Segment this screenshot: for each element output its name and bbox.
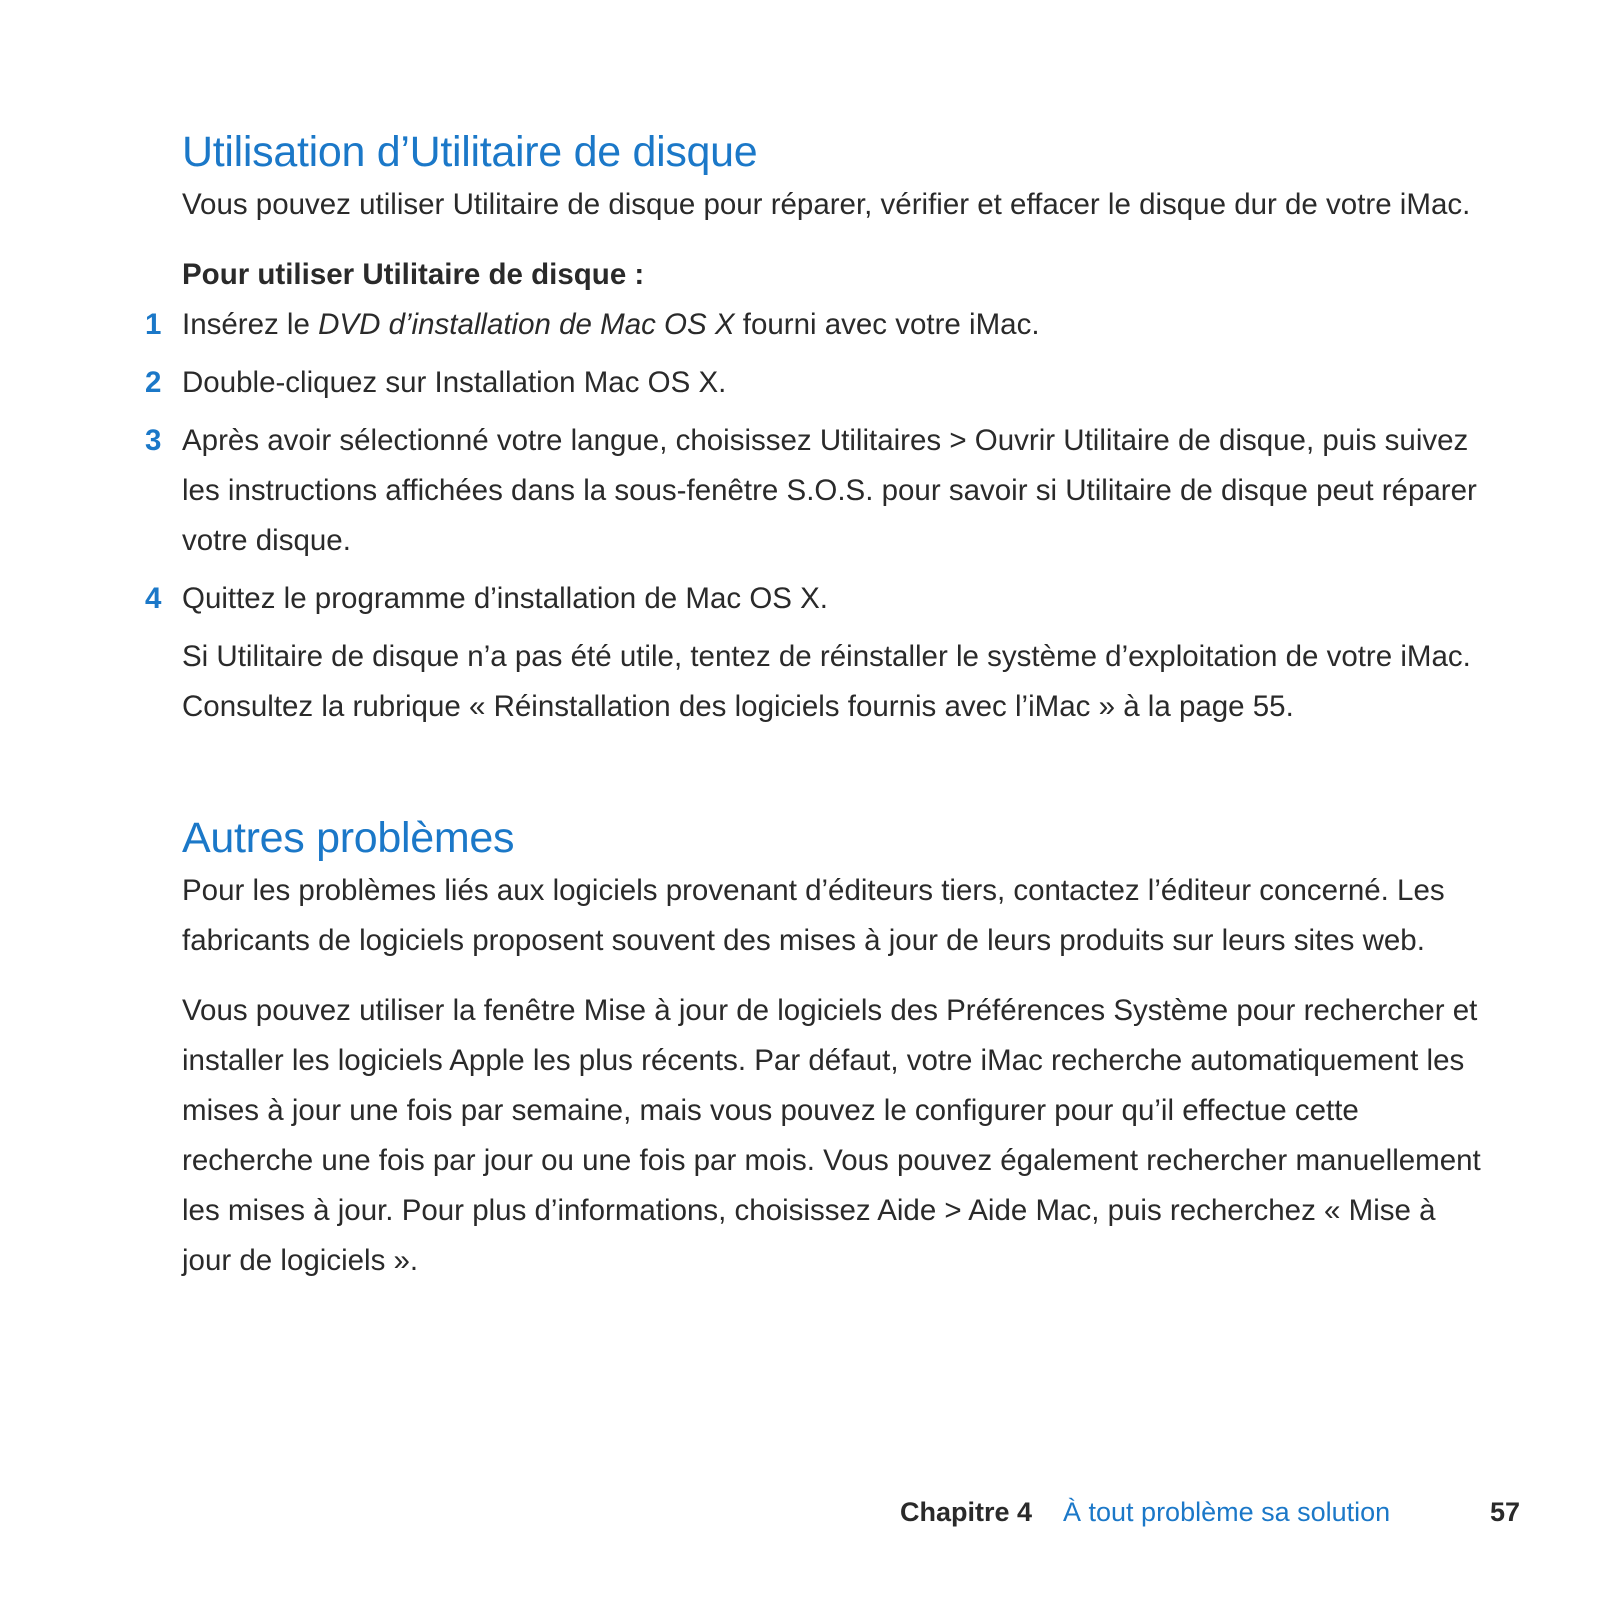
other-problems-para-2: Vous pouvez utiliser la fenêtre Mise à jour de logiciels des Préférences Système pour rechercher et installer les logiciels Apple les plus récents. Par défaut, votre iMac recherche automatiquement les mises à jour une fois par semaine, mais vous pouvez le configurer pour qu’il effectue cette recherche une fois par jour ou une fois par mois. Vous pouvez également rechercher manuellement les mises à jour. Pour plus d’informations, choisissez Aide > Aide Mac, puis recherchez « Mise à jour de logiciels ». (182, 994, 1481, 1277)
section-title-other-problems: Autres problèmes (182, 814, 515, 862)
step-number: 2 (145, 366, 162, 399)
step-number: 1 (145, 308, 162, 341)
step-3 (145, 416, 1482, 566)
footer-chapter-title: À tout problème sa solution (1063, 1497, 1391, 1527)
after-steps-note: Si Utilitaire de disque n’a pas été utile, tentez de réinstaller le système d’exploitation de votre iMac. Consultez la rubrique « Réinstallation des logiciels fournis avec l’iMac » à la page 55. (182, 640, 1471, 723)
other-problems-para-1: Pour les problèmes liés aux logiciels provenant d’éditeurs tiers, contactez l’éditeur concerné. Les fabricants de logiciels proposent souvent des mises à jour de leurs produits sur leurs sites web. (182, 874, 1445, 957)
step-text-italic: DVD d’installation de Mac OS X (318, 308, 735, 341)
procedure-steps (145, 300, 1482, 624)
procedure-title: Pour utiliser Utilitaire de disque : (182, 258, 645, 291)
footer-chapter: Chapitre 4 (900, 1497, 1033, 1527)
page-footer (0, 1492, 1600, 1532)
step-text: Double-cliquez sur Installation Mac OS X. (182, 366, 727, 399)
disk-utility-intro: Vous pouvez utiliser Utilitaire de disque pour réparer, vérifier et effacer le disque dur de votre iMac. (182, 188, 1471, 221)
step-text: fourni avec votre iMac. (734, 308, 1040, 341)
step-text: Quittez le programme d’installation de Mac OS X. (182, 582, 829, 615)
page-number: 57 (1490, 1497, 1521, 1527)
section-title-disk-utility: Utilisation d’Utilitaire de disque (182, 128, 758, 176)
step-text: Insérez le (182, 308, 319, 341)
step-1 (145, 300, 1482, 350)
page-content (145, 126, 1482, 1286)
step-2 (145, 358, 1482, 408)
step-4 (145, 574, 1482, 624)
step-number: 4 (145, 582, 162, 615)
step-number: 3 (145, 424, 162, 457)
step-text: Après avoir sélectionné votre langue, choisissez Utilitaires > Ouvrir Utilitaire de disque, puis suivez les instructions affichées dans la sous-fenêtre S.O.S. pour savoir si Utilitaire de disque peut réparer votre disque. (182, 424, 1477, 557)
